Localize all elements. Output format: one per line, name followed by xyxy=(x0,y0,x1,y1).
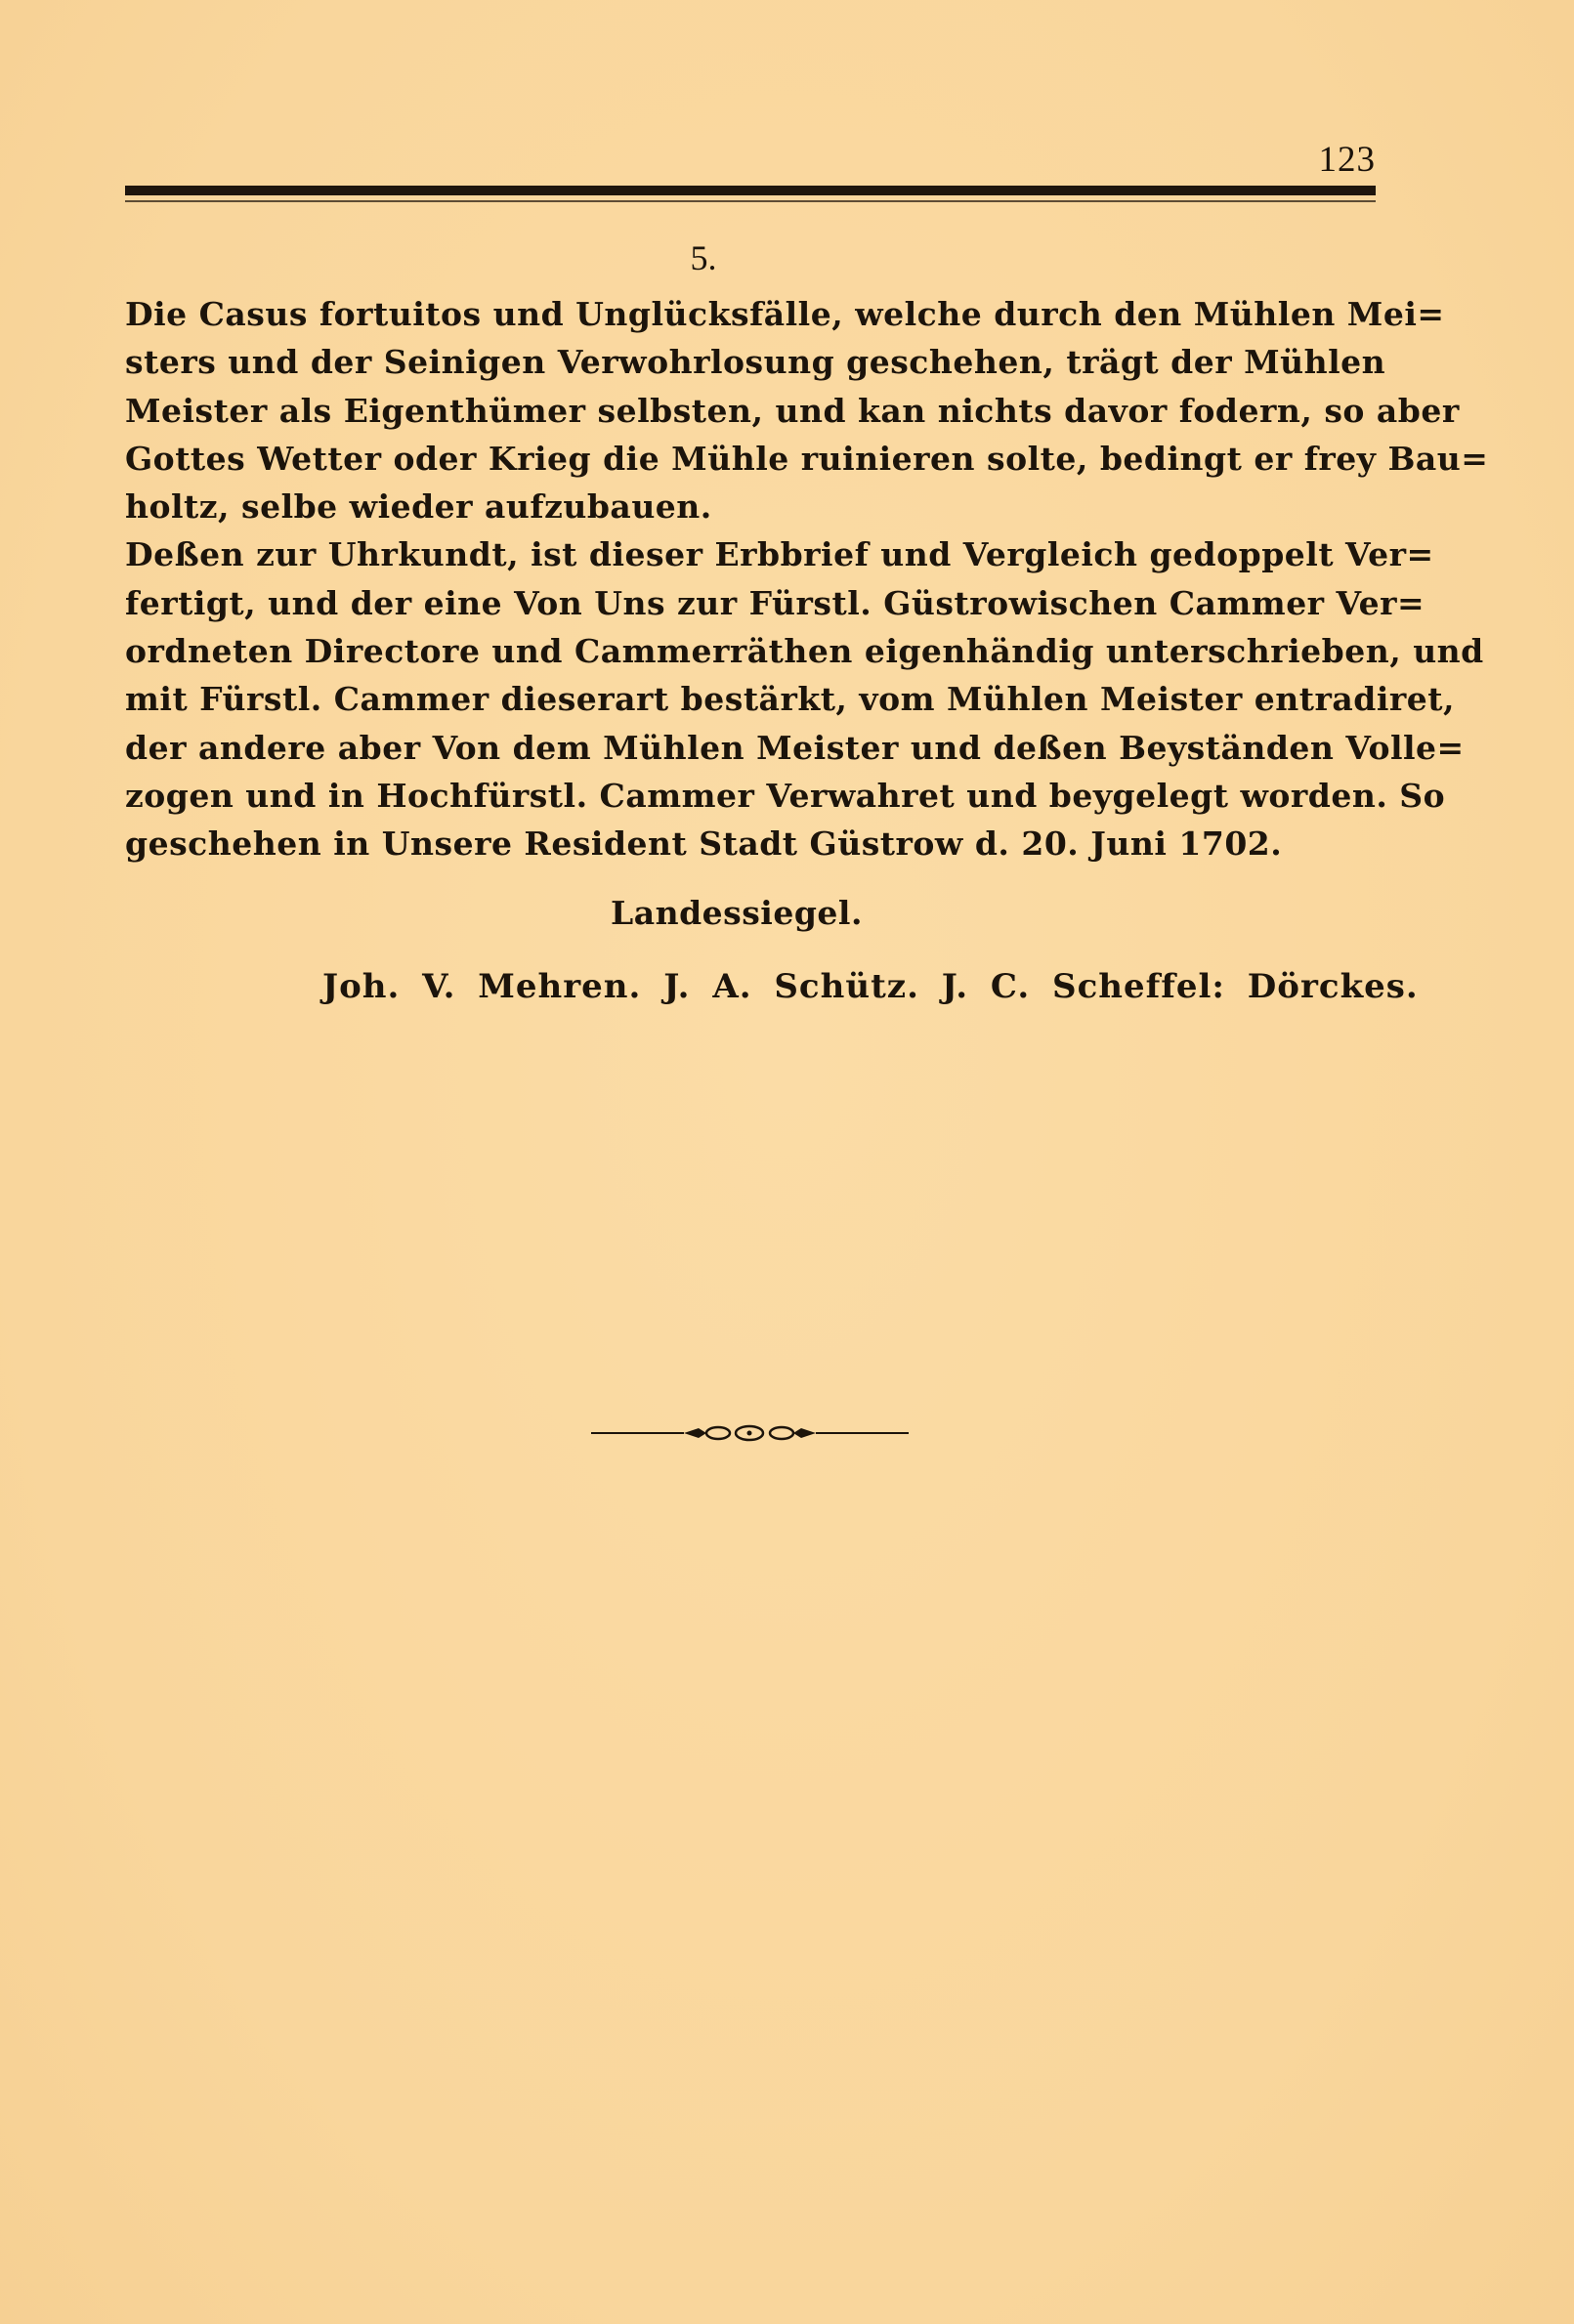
text-line: sters und der Seinigen Verwohrlosung geschehen, trägt der Mühlen xyxy=(125,343,1386,382)
signatures: Joh. V. Mehren. J. A. Schütz. J. C. Scheffel: Dörckes. xyxy=(322,967,1419,1006)
text-line: zogen und in Hochfürstl. Cammer Verwahret und beygelegt worden. So xyxy=(125,776,1446,815)
text-line: Die Casus fortuitos und Unglücksfälle, welche durch den Mühlen Mei= xyxy=(125,295,1445,333)
text-line: geschehen in Unsere Resident Stadt Güstrow d. 20. Juni 1702. xyxy=(125,824,1283,864)
text-line: der andere aber Von dem Mühlen Meister und deßen Beyständen Volle= xyxy=(125,728,1465,767)
page-number: 123 xyxy=(1318,140,1376,180)
seal-note: Landessiegel. xyxy=(611,894,863,932)
section-number: 5. xyxy=(690,238,717,277)
header-rule-thin xyxy=(125,200,1376,202)
text-line: Deßen zur Uhrkundt, ist dieser Erbbrief und Vergleich gedoppelt Ver= xyxy=(125,535,1434,574)
text-line: fertigt, und der eine Von Uns zur Fürstl. Güstrowischen Cammer Ver= xyxy=(125,583,1425,622)
text-line: holtz, selbe wieder aufzubauen. xyxy=(125,487,712,527)
text-line: Gottes Wetter oder Krieg die Mühle ruinieren solte, bedingt er frey Bau= xyxy=(125,439,1489,478)
header-rule xyxy=(125,186,1376,195)
body-text xyxy=(125,290,1489,868)
text-line: ordneten Directore und Cammerräthen eigenhändig unterschrieben, und xyxy=(125,632,1484,671)
text-line: mit Fürstl. Cammer dieserart bestärkt, vom Mühlen Meister entradiret, xyxy=(125,680,1456,719)
ornament-divider xyxy=(591,1421,909,1445)
text-line: Meister als Eigenthümer selbsten, und kan nichts davor fodern, so aber xyxy=(125,391,1460,430)
